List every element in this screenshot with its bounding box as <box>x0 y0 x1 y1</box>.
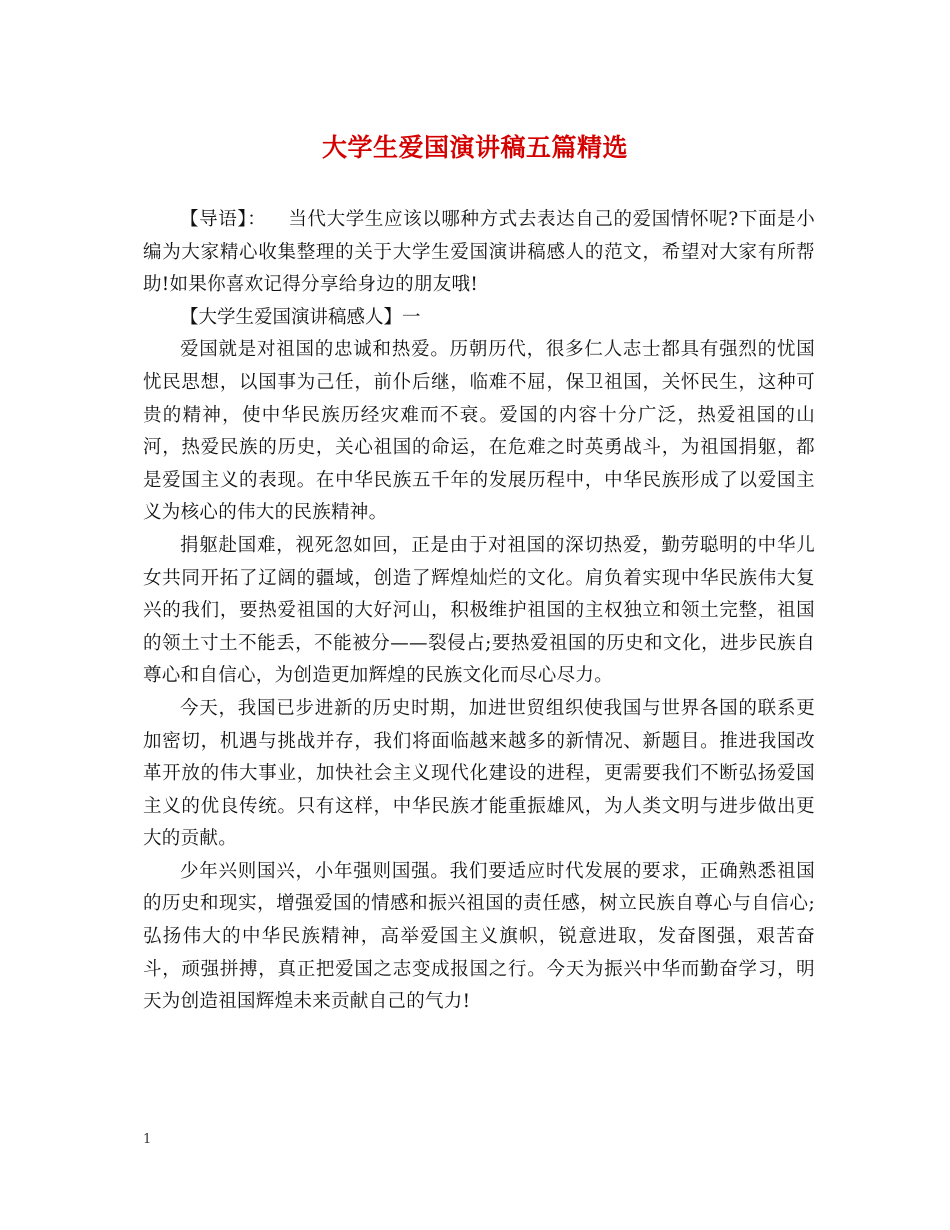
intro-lead: 【导语】： <box>180 209 267 230</box>
body-paragraph-3: 今天，我国已步进新的历史时期，加进世贸组织使我国与世界各国的联系更加密切，机遇与挑战并存，我们将面临越来越多的新情况、新题目。推进我国改革开放的伟大事业，加快社会主义现代化建设的进程，更需要我们不断弘扬爱国主义的优良传统。只有这样，中华民族才能重振雄风，为人类文明与进步做出更大的贡献。 <box>143 697 815 850</box>
intro-paragraph <box>143 204 815 302</box>
body-paragraph-2: 捐躯赴国难，视死忽如回，正是由于对祖国的深切热爱，勤劳聪明的中华儿女共同开拓了辽阔的疆域，创造了辉煌灿烂的文化。肩负着实现中华民族伟大复兴的我们，要热爱祖国的大好河山，积极维护祖国的主权独立和领土完整，祖国的领土寸土不能丢，不能被分——裂侵占;要热爱祖国的历史和文化，进步民族自尊心和自信心，为创造更加辉煌的民族文化而尽心尽力。 <box>143 534 815 687</box>
intro-text: 当代大学生应该以哪种方式去表达自己的爱国情怀呢?下面是小编为大家精心收集整理的关于大学生爱国演讲稿感人的范文，希望对大家有所帮助!如果你喜欢记得分享给身边的朋友哦! <box>143 209 815 296</box>
document-title: 大学生爱国演讲稿五篇精选 <box>321 133 628 162</box>
section-heading: 【大学生爱国演讲稿感人】一 <box>180 306 421 328</box>
body-paragraph-4: 少年兴则国兴，小年强则国强。我们要适应时代发展的要求，正确熟悉祖国的历史和现实，增强爱国的情感和振兴祖国的责任感，树立民族自尊心与自信心;弘扬伟大的中华民族精神，高举爱国主义旗帜，锐意进取，发奋图强，艰苦奋斗，顽强拼搏，真正把爱国之志变成报国之行。今天为振兴中华而勤奋学习，明天为创造祖国辉煌未来贡献自己的气力! <box>143 860 815 1013</box>
body-paragraph-1: 爱国就是对祖国的忠诚和热爱。历朝历代，很多仁人志士都具有强烈的忧国忧民思想，以国事为己任，前仆后继，临难不屈，保卫祖国，关怀民生，这种可贵的精神，使中华民族历经灾难而不衰。爱国的内容十分广泛，热爱祖国的山河，热爱民族的历史，关心祖国的命运，在危难之时英勇战斗，为祖国捐躯，都是爱国主义的表现。在中华民族五千年的发展历程中，中华民族形成了以爱国主义为核心的伟大的民族精神。 <box>143 339 815 524</box>
document-body <box>143 204 815 1019</box>
page-number: 1 <box>143 1132 152 1147</box>
